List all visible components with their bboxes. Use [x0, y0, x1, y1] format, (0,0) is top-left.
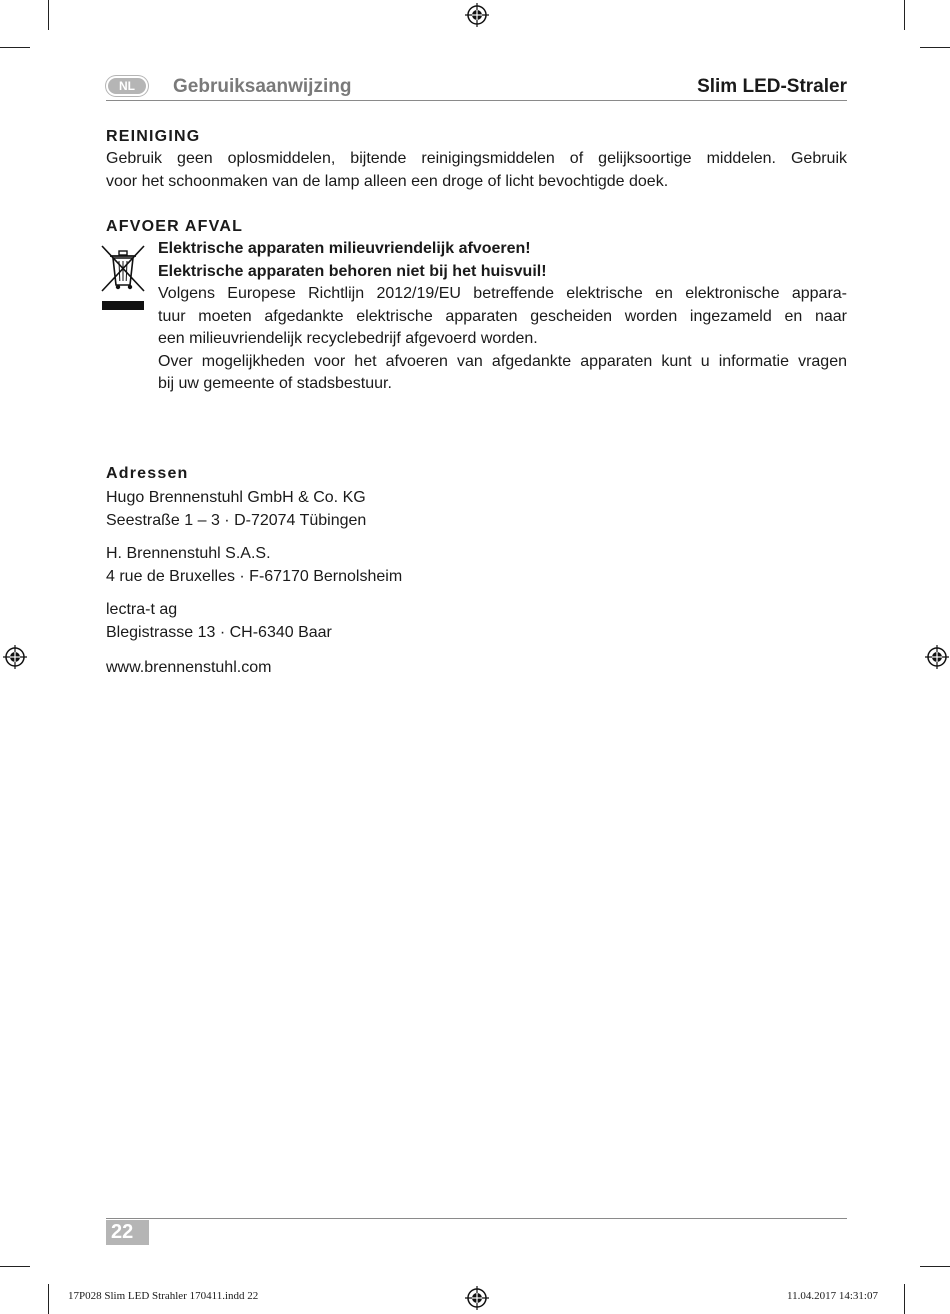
- doc-type-title: Gebruiksaanwijzing: [173, 76, 352, 97]
- disposal-line: Over mogelijkheden voor het afvoeren van afgedankte apparaten kunt u informatie vragen: [158, 352, 847, 370]
- addresses-heading: Adressen: [106, 465, 189, 482]
- disposal-line: een milieuvriendelijk recyclebedrijf afgevoerd worden.: [158, 330, 538, 347]
- address-block: [106, 486, 366, 532]
- registration-mark-icon: [925, 645, 949, 669]
- page-number: 22: [106, 1220, 149, 1245]
- address-block: [106, 598, 332, 644]
- address-block: [106, 542, 402, 588]
- address-line: H. Brennenstuhl S.A.S.: [106, 545, 271, 562]
- address-line: 4 rue de Bruxelles · F-67170 Bernolsheim: [106, 568, 403, 585]
- registration-mark-icon: [465, 3, 489, 27]
- registration-mark-icon: [3, 645, 27, 669]
- cleaning-line: Gebruik geen oplosmiddelen, bijtende reinigingsmiddelen of gelijksoortige middelen. Gebruik: [106, 150, 847, 167]
- crop-mark: [920, 47, 950, 48]
- header-divider: [106, 100, 847, 101]
- crop-mark: [904, 1284, 905, 1314]
- crop-mark: [0, 1266, 30, 1267]
- crop-mark: [48, 0, 49, 30]
- registration-mark-icon: [465, 1286, 489, 1310]
- crop-mark: [48, 1284, 49, 1314]
- footer-divider: [106, 1218, 847, 1219]
- disposal-line: Volgens Europese Richtlijn 2012/19/EU betreffende elektrische en elektronische appara-: [158, 285, 847, 302]
- slug-file-info: 17P028 Slim LED Strahler 170411.indd 22: [68, 1290, 259, 1302]
- cleaning-heading: REINIGING: [106, 128, 201, 145]
- cleaning-line: voor het schoonmaken van de lamp alleen een droge of licht bevochtigde doek.: [106, 172, 669, 190]
- disposal-line: tuur moeten afgedankte elektrische apparaten gescheiden worden ingezameld en naar: [158, 307, 847, 325]
- address-line: Hugo Brennenstuhl GmbH & Co. KG: [106, 489, 366, 506]
- product-title: Slim LED-Straler: [697, 76, 847, 97]
- weee-crossed-bin-icon: [99, 242, 147, 312]
- disposal-line: bij uw gemeente of stadsbestuur.: [158, 375, 392, 392]
- crop-mark: [920, 1266, 950, 1267]
- disposal-bold-line: Elektrische apparaten milieuvriendelijk afvoeren!: [158, 240, 531, 257]
- slug-timestamp: 11.04.2017 14:31:07: [787, 1290, 878, 1302]
- disposal-bold-line: Elektrische apparaten behoren niet bij het huisvuil!: [158, 262, 547, 280]
- address-line: lectra-t ag: [106, 601, 178, 618]
- crop-mark: [904, 0, 905, 30]
- crop-mark: [0, 47, 30, 48]
- disposal-text: [158, 238, 847, 396]
- address-line: Blegistrasse 13 · CH-6340 Baar: [106, 624, 332, 641]
- disposal-heading: AFVOER AFVAL: [106, 218, 244, 235]
- cleaning-text: [106, 148, 847, 193]
- website-link[interactable]: www.brennenstuhl.com: [106, 659, 272, 676]
- language-badge: NL: [106, 76, 148, 96]
- address-line: Seestraße 1 – 3 · D-72074 Tübingen: [106, 512, 367, 529]
